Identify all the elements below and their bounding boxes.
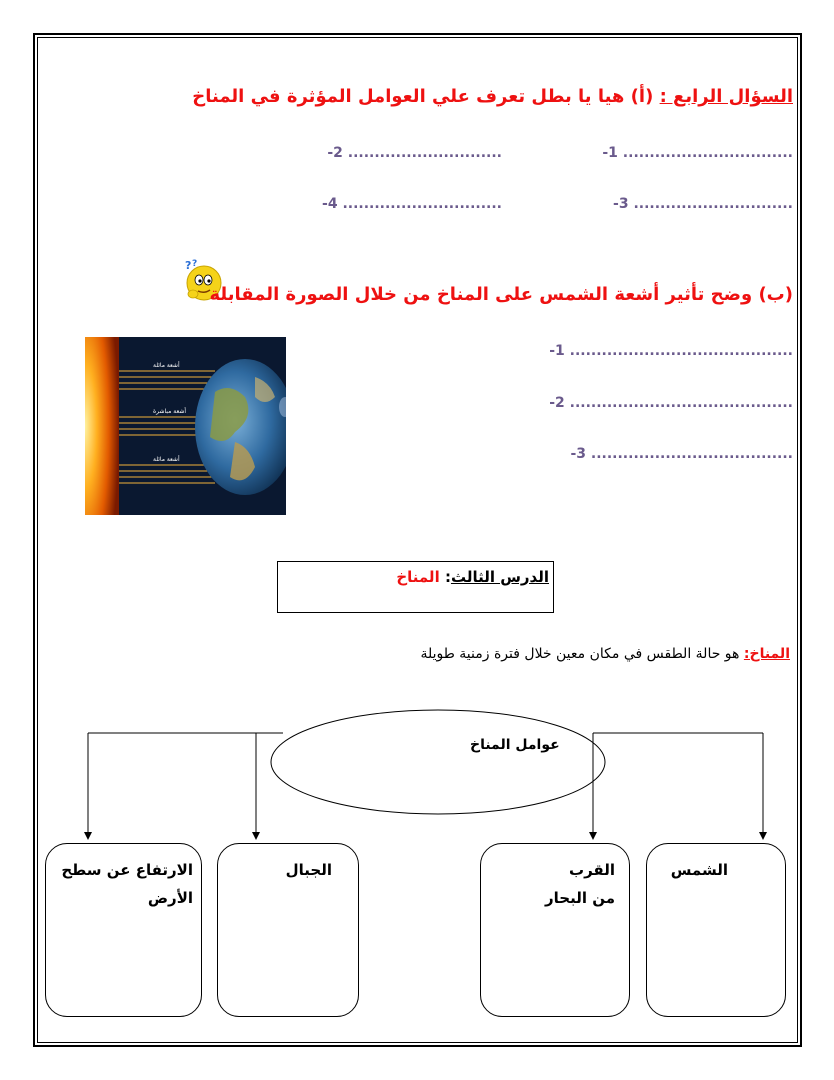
center-label: عوامل المناخ — [470, 737, 560, 753]
definition-term: المناخ: — [743, 646, 790, 662]
lesson-colon: : — [444, 568, 451, 586]
svg-text:?: ? — [185, 259, 192, 272]
answer-blank-2[interactable]: -2 ............................. — [327, 145, 502, 161]
question-lead: السؤال الرابع : — [659, 86, 793, 107]
answer-blank-b3[interactable]: -3 ...................................... — [570, 446, 793, 462]
factor-label-altitude: الارتفاع عن سطح الأرض — [61, 861, 193, 907]
ray-label-bottom: أشعة مائلة — [153, 456, 180, 463]
factor-label-sun: الشمس — [670, 861, 728, 879]
factor-label-seas: القرب من البحار — [545, 861, 615, 907]
part-b-heading: (ب) وضح تأثير أشعة الشمس على المناخ من خلال الصورة المقابلة — [209, 284, 793, 305]
definition-text: هو حالة الطقس في مكان معين خلال فترة زمنية طويلة — [420, 646, 740, 662]
answer-blank-b1[interactable]: -1 .......................................... — [549, 343, 793, 359]
lesson-topic: المناخ — [396, 568, 440, 586]
ray-label-top: أشعة مائلة — [153, 362, 180, 369]
center-oval — [271, 710, 605, 814]
ray-label-middle: أشعة مباشرة — [153, 408, 187, 415]
factor-label-mountains: الجبال — [285, 861, 332, 879]
question-prompt: (أ) هيا يا بطل تعرف علي العوامل المؤثرة في المناخ — [192, 86, 654, 107]
answer-blank-1[interactable]: -1 ................................ — [602, 145, 793, 161]
answer-blank-4[interactable]: -4 .............................. — [322, 196, 502, 212]
answer-blank-3[interactable]: -3 .............................. — [613, 196, 793, 212]
answer-blank-b2[interactable]: -2 .......................................... — [549, 395, 793, 411]
svg-text:?: ? — [192, 259, 198, 269]
lesson-label: الدرس الثالث — [450, 568, 549, 586]
